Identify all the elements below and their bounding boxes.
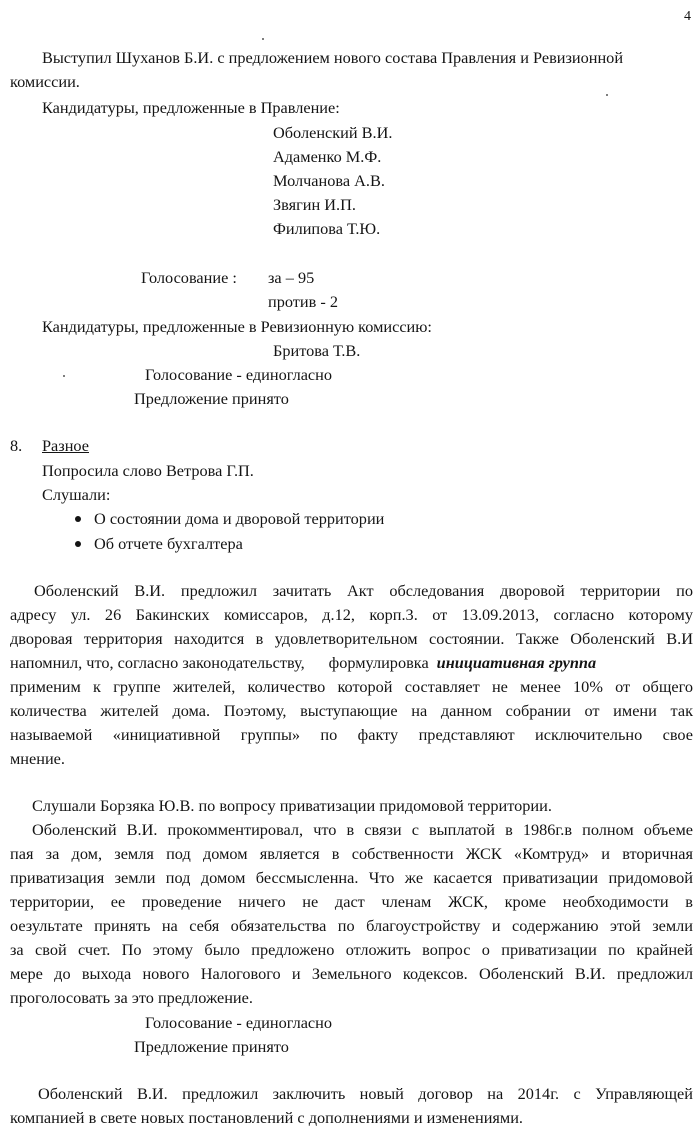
bullet-dot [75, 541, 81, 547]
board-candidate: Адаменко М.Ф. [273, 147, 382, 166]
privatization-result: Предложение принято [134, 1037, 289, 1056]
board-candidate: Молчанова А.В. [273, 171, 385, 190]
board-heading: Кандидатуры, предложенные в Правление: [42, 98, 340, 117]
scan-speck [606, 94, 608, 96]
section-title: Разное [42, 436, 89, 455]
paragraph-line: количества жителей дома. Поэтому, выступающие на данном собрании от имени так [10, 701, 693, 720]
paragraph-line: за свой счет. По этому было предложено отложить вопрос о приватизации по крайней [10, 940, 693, 959]
board-vote-against: против - 2 [268, 292, 338, 311]
privatization-vote: Голосование - единогласно [145, 1013, 333, 1032]
paragraph-line: компанией в свете новых постановлений с дополнениями и изменениями. [10, 1108, 524, 1127]
scan-speck [63, 375, 65, 377]
audit-candidate: Бритова Т.В. [273, 341, 361, 360]
paragraph-line: адресу ул. 26 Бакинских комиссаров, д.12, корп.3. от 13.09.2013, согласно которому [10, 605, 693, 624]
speech-line-2: комиссии. [10, 72, 80, 91]
paragraph-line: мере до выхода нового Налогового и Земельного кодексов. Оболенский В.И. предложил [10, 964, 693, 983]
section-number: 8. [10, 436, 23, 455]
paragraph-line: приватизация земли под домом бессмысленна. Что же касается приватизации придомовой [10, 868, 693, 887]
paragraph-line: Оболенский В.И. предложил зачитать Акт обследования дворовой территории по [34, 581, 693, 600]
emphasized-term: инициативная группа [436, 653, 597, 672]
bullet-dot [75, 516, 81, 522]
board-vote-label: Голосование : [141, 268, 237, 287]
paragraph-line: проголосовать за это предложение. [10, 988, 253, 1007]
paragraph-line [10, 653, 596, 673]
heard-borzyak: Слушали Борзяка Ю.В. по вопросу приватизации придомовой территории. [32, 796, 552, 815]
paragraph-fragment: напомнил, что, согласно законодательству, [10, 653, 305, 672]
paragraph-line: территории, ее проведение ничего не даст членам ЖСК, кроме необходимости в [10, 892, 693, 911]
paragraph-line: пая за дом, земля под домом является в собственности ЖСК «Комтруд» и вторичная [10, 844, 693, 863]
paragraph-line: мнение. [10, 749, 65, 768]
paragraph-line: оезультате принять на себя обязательства по благоустройству и содержанию этой земли [10, 916, 693, 935]
asked-to-speak: Попросила слово Ветрова Г.П. [42, 461, 254, 480]
paragraph-fragment: формулировка [328, 653, 429, 672]
board-candidate: Звягин И.П. [273, 195, 356, 214]
paragraph-line: Оболенский В.И. прокомментировал, что в связи с выплатой в 1986г.в полном объеме [32, 820, 693, 839]
heard-label: Слушали: [42, 485, 111, 504]
bullet-item: Об отчете бухгалтера [94, 534, 243, 553]
paragraph-line: дворовая территория находится в удовлетворительном состоянии. Также Оболенский В.И [10, 629, 693, 648]
scan-speck [262, 38, 264, 40]
board-candidate: Филипова Т.Ю. [273, 219, 381, 238]
bullet-item: О состоянии дома и дворовой территории [94, 509, 385, 528]
paragraph-line: применим к группе жителей, количество которой составляет не менее 10% от общего [10, 677, 693, 696]
page-number: 4 [684, 9, 691, 24]
paragraph-line: называемой «инициативной группы» по факту представляют исключительно свое [10, 725, 693, 744]
audit-result: Предложение принято [134, 389, 289, 408]
speech-line-1: Выступил Шуханов Б.И. с предложением нового состава Правления и Ревизионной [42, 48, 624, 67]
paragraph-line: Оболенский В.И. предложил заключить новый договор на 2014г. с Управляющей [38, 1084, 693, 1103]
audit-vote: Голосование - единогласно [145, 365, 333, 384]
board-vote-for: за – 95 [268, 268, 315, 287]
board-candidate: Оболенский В.И. [273, 123, 393, 142]
audit-heading: Кандидатуры, предложенные в Ревизионную комиссию: [42, 317, 432, 336]
